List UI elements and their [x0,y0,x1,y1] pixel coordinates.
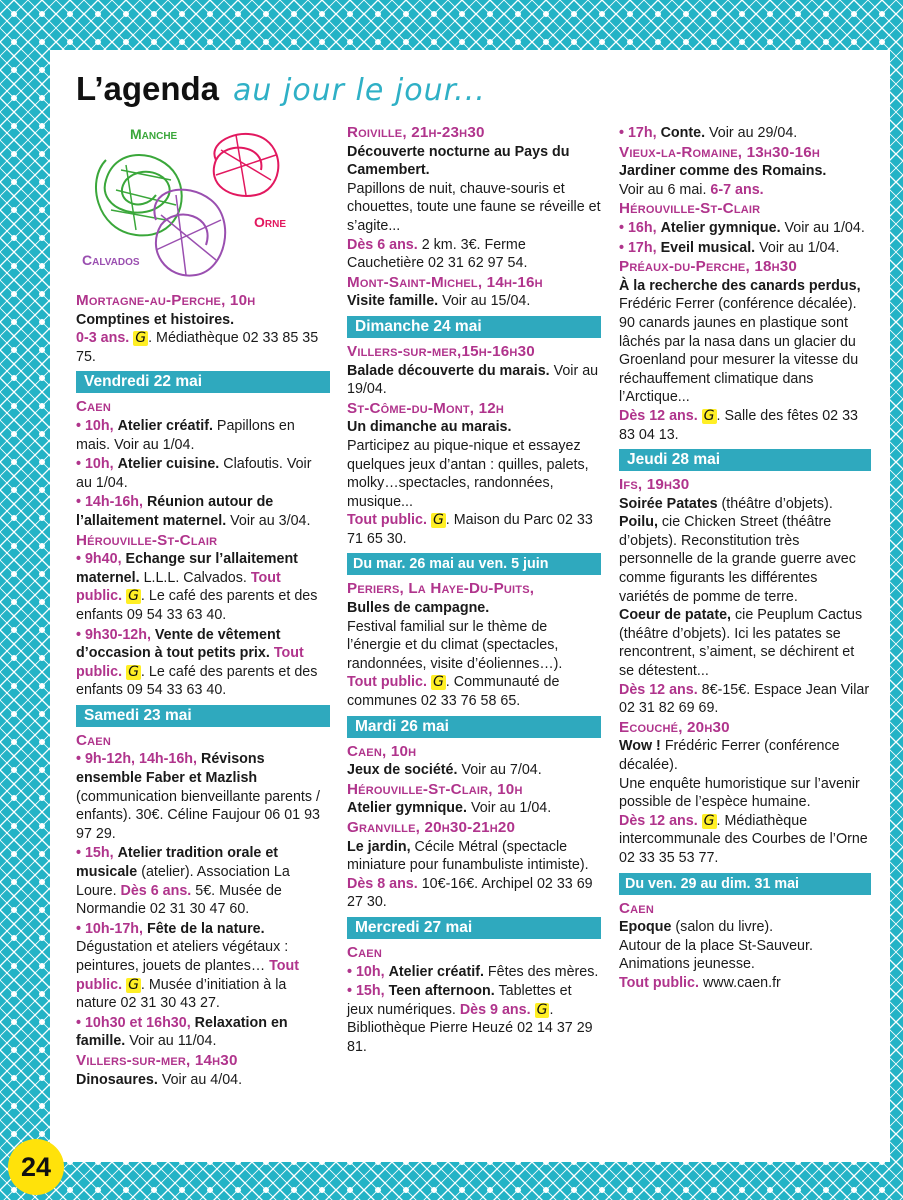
event-place: Ecouché, 20h30 [619,718,730,736]
event-place: Hérouville-St-Clair [619,200,761,218]
day-header-du-ven: Du ven. 29 au dim. 31 mai [619,873,871,895]
event-text: • 15h, Atelier tradition orale et musicale (atelier). Association La Loure. Dès 6 ans. 5€. Musée de Normandie 02 31 30 47 60. [76,845,290,918]
event-place: St-Côme-du-Mont, 12h [347,399,505,417]
event-text: Jardiner comme des Romains. Voir au 6 mai. 6-7 ans. [619,163,827,198]
event-text: • 9h-12h, 14h-16h, Révisons ensemble Faber et Mazlish (communication bienveillante parents / enfants). 30€. Céline Faujour 06 01 93 97 29. [76,751,321,842]
day-header-mercredi: Mercredi 27 mai [347,917,601,939]
event-text: • 10h30 et 16h30, Relaxation en famille. Voir au 11/04. [76,1014,288,1050]
day-header-dimanche: Dimanche 24 mai [347,316,601,338]
event-place: Hérouville-St-Clair, 10h [347,780,523,798]
event-place: Roiville, 21h-23h30 [347,124,485,141]
event-place: Villers-sur-mer, 14h30 [76,1051,238,1069]
event-text: • 14h-16h, Réunion autour de l’allaitement maternel. Voir au 3/04. [76,494,311,529]
region-map [76,120,316,290]
event-place: Préaux-du-Perche, 18h30 [619,258,798,276]
day-header-vendredi: Vendredi 22 mai [76,371,330,393]
event-place: Granville, 20h30-21h20 [347,819,516,836]
event-text: Dinosaures. Voir au 4/04. [76,1071,243,1088]
event-place: Caen [76,398,111,416]
event-text: • 17h, Eveil musical. Voir au 1/04. [619,239,840,256]
event-place: Hérouville-St-Clair [76,531,218,549]
column-2 [347,124,601,1058]
event-text: • 15h, Teen afternoon. Tablettes et jeux numériques. Dès 9 ans. G . Bibliothèque Pierre Heuzé 02 14 37 29 81. [347,983,593,1055]
event-text: Bulles de campagne. Festival familial sur le thème de l’énergie et du climat (spectacles, randonnées, visite d’éoliennes…). Tout public. G . Communauté de communes 02 33 76 58 65. [347,600,563,710]
event-place: Periers, La Haye-Du-Puits, [347,580,535,598]
event-text: Le jardin, Cécile Métral (spectacle miniature pour funambuliste intimiste). Dès 8 ans. 10€-16€. Archipel 02 33 69 27 30. [347,838,593,911]
event-text: À la recherche des canards perdus, Frédéric Ferrer (conférence décalée). 90 canards jaunes en plastique sont lâchés par la nasa dans un glacier du Groenland pour mesurer la vitesse du réchauffement climatique dans l’Arctique... Dès 12 ans. G . Salle des fêtes 02 33 83 04 13. [619,277,861,443]
event-text: Epoque (salon du livre). Autour de la place St-Sauveur. Animations jeunesse. Tout public. www.caen.fr [619,919,813,991]
page-title [76,70,486,118]
event-text: Visite famille. Voir au 15/04. [347,293,531,310]
event-text: Comptines et histoires. 0-3 ans. G . Médiathèque 02 33 85 35 75. [76,311,319,365]
day-header-jeudi: Jeudi 28 mai [619,449,871,471]
event-text: Balade découverte du marais. Voir au 19/04. [347,362,599,398]
event-place: Mortagne-au-Perche, 10h [76,292,256,309]
day-header-samedi: Samedi 23 mai [76,705,330,727]
event-text: • 9h40, Echange sur l’allaitement maternel. L.L.L. Calvados. Tout public. G . Le café des parents et des enfants 09 54 33 63 40. [76,551,318,623]
title-main: L’agenda [76,70,220,107]
event-text: Soirée Patates (théâtre d’objets). Poilu, cie Chicken Street (théâtre d’objets). Reconstitution très personnelle de la grande guerre avec comme figurants les différentes variétés de pomme de terre. Coeur de patate, cie Peuplum Cactus (théâtre d’objets). Ici les patates se rencontrent, s’aiment, se déchirent et se détestent... Dès 12 ans. 8€-15€. Espace Jean Vilar 02 31 82 69 69. [619,495,870,717]
event-text: • 10h-17h, Fête de la nature. Dégustation et ateliers végétaux : peintures, jouets de plantes… Tout public. G . Musée d’initiation à la nature 02 31 30 43 27. [76,920,300,1012]
event-text: Découverte nocturne au Pays du Camembert. Papillons de nuit, chauve-souris et chouettes, toute une faune se réveille et s’agite... Dès 6 ans. 2 km. 3€. Ferme Cauchetière 02 31 62 97 54. [347,143,601,272]
title-script: au jour le jour... [233,73,486,108]
event-place: Ifs, 19h30 [619,476,690,494]
event-text: • 17h, Conte. Voir au 29/04. [619,125,798,141]
event-place: Vieux-la-Romaine, 13h30-16h [619,143,821,161]
event-place: Caen [619,899,654,917]
free-badge: G [135,330,147,347]
free-badge: G [128,663,139,680]
day-header-mardi: Mardi 26 mai [347,716,601,738]
free-badge: G [703,812,715,829]
map-label-manche: Manche [130,126,178,142]
event-text: • 10h, Atelier créatif. Fêtes des mères. [347,963,599,980]
event-text: • 9h30-12h, Vente de vêtement d’occasion à tout petits prix. Tout public. G . Le café des parents et des enfants 09 54 33 63 40. [76,626,318,699]
event-text: • 10h, Atelier créatif. Papillons en mais. Voir au 1/04. [76,417,295,453]
event-text: • 16h, Atelier gymnique. Voir au 1/04. [619,219,865,236]
event-text: Wow ! Frédéric Ferrer (conférence décalée). Une enquête humoristique sur l’avenir possible de l’espèce humaine. Dès 12 ans. G . Médiathèque intercommunale des Courbes de l’Orne 02 33 35 53 77. [619,738,868,866]
event-text: • 10h, Atelier cuisine. Clafoutis. Voir au 1/04. [76,456,312,491]
page-number: 24 [8,1139,64,1195]
free-badge: G [128,588,139,605]
free-badge: G [432,674,444,691]
column-3 [619,124,871,994]
event-text: Atelier gymnique. Voir au 1/04. [347,800,552,817]
map-label-calvados: Calvados [82,252,140,268]
event-place: Caen [347,943,382,961]
event-place: Caen [76,731,111,749]
agenda-page [50,50,890,1162]
free-badge: G [128,976,139,993]
event-text: Jeux de société. Voir au 7/04. [347,762,542,779]
free-badge: G [432,512,444,529]
event-place: Villers-sur-mer,15h-16h30 [347,342,535,360]
event-place: Mont-Saint-Michel, 14h-16h [347,273,543,291]
event-place: Caen, 10h [347,742,417,760]
event-text: Un dimanche au marais. Participez au pique-nique et essayez quelques jeux d’antan : quilles, palets, molky…spectacles, randonnées, musique... Tout public. G . Maison du Parc 02 33 71 65 30. [347,419,593,547]
map-label-orne: Orne [254,214,287,230]
day-header-du-mar: Du mar. 26 mai au ven. 5 juin [347,553,601,575]
free-badge: G [703,407,715,424]
column-1 [76,292,330,1090]
free-badge: G [536,1001,548,1018]
